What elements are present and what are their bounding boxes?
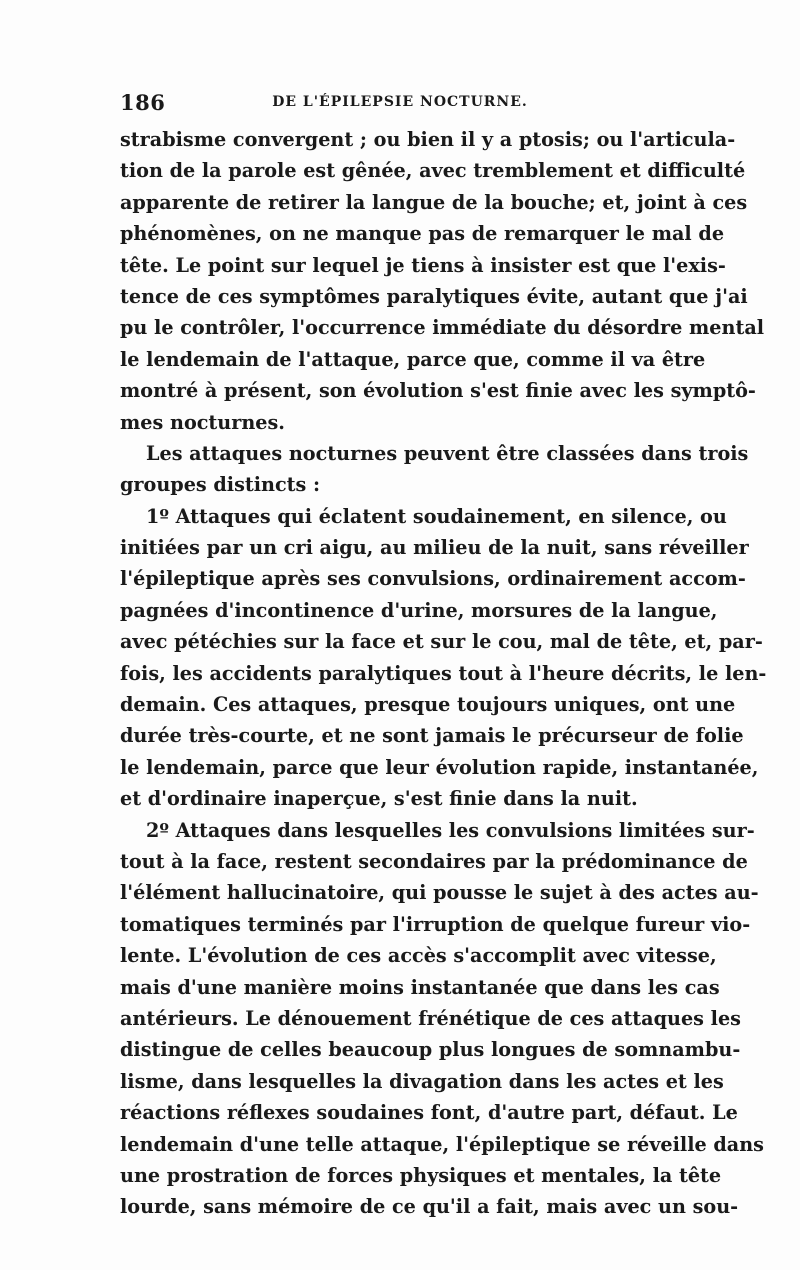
text-line: l'épileptique après ses convulsions, ordinairement accom- xyxy=(120,567,746,591)
paragraph-first-line: 2º Attaques dans lesquelles les convulsions limitées sur- xyxy=(146,818,755,842)
text-line: le lendemain de l'attaque, parce que, comme il va être xyxy=(120,347,706,371)
text-line: tout à la face, restent secondaires par la prédominance de xyxy=(120,849,748,873)
paragraph-first-line: Les attaques nocturnes peuvent être classées dans trois xyxy=(146,441,749,465)
text-line: lendemain d'une telle attaque, l'épileptique se réveille dans xyxy=(120,1132,764,1156)
text-line: apparente de retirer la langue de la bouche; et, joint à ces xyxy=(120,190,748,214)
text-line: tence de ces symptômes paralytiques évite, autant que j'ai xyxy=(120,284,748,308)
text-line: strabisme convergent ; ou bien il y a ptosis; ou l'articula- xyxy=(120,128,736,151)
text-line: demain. Ces attaques, presque toujours uniques, ont une xyxy=(120,693,736,717)
text-line: durée très-courte, et ne sont jamais le précurseur de folie xyxy=(120,724,744,748)
text-line: et d'ordinaire inaperçue, s'est finie dans la nuit. xyxy=(120,787,638,811)
text-line: tomatiques terminés par l'irruption de quelque fureur vio- xyxy=(120,912,751,936)
text-line: réactions réflexes soudaines font, d'autre part, défaut. Le xyxy=(120,1101,738,1125)
text-line: phénomènes, on ne manque pas de remarquer le mal de xyxy=(120,222,725,246)
running-head xyxy=(120,90,680,120)
text-line: groupes distincts : xyxy=(120,473,321,497)
text-line: initiées par un cri aigu, au milieu de la nuit, sans réveiller xyxy=(120,536,749,560)
page-number: 186 xyxy=(120,90,166,115)
text-line: lourde, sans mémoire de ce qu'il a fait, mais avec un sou- xyxy=(120,1195,739,1219)
paragraph-first-line: 1º Attaques qui éclatent soudainement, en silence, ou xyxy=(146,504,727,528)
text-line: fois, les accidents paralytiques tout à l'heure décrits, le len- xyxy=(120,661,767,685)
text-line: le lendemain, parce que leur évolution rapide, instantanée, xyxy=(120,755,759,779)
text-line: tête. Le point sur lequel je tiens à insister est que l'exis- xyxy=(120,253,726,277)
text-line: pu le contrôler, l'occurrence immédiate du désordre mental xyxy=(120,316,765,340)
running-title: DE L'ÉPILEPSIE NOCTURNE. xyxy=(272,94,528,110)
text-line: distingue de celles beaucoup plus longues de somnambu- xyxy=(120,1038,741,1062)
text-line: mais d'une manière moins instantanée que dans les cas xyxy=(120,975,720,999)
text-line: l'élément hallucinatoire, qui pousse le sujet à des actes au- xyxy=(120,881,759,905)
text-line: une prostration de forces physiques et mentales, la tête xyxy=(120,1163,722,1187)
text-line: mes nocturnes. xyxy=(120,410,285,434)
text-line: montré à présent, son évolution s'est finie avec les symptô- xyxy=(120,379,756,403)
text-line: lisme, dans lesquelles la divagation dans les actes et les xyxy=(120,1069,724,1093)
text-line: antérieurs. Le dénouement frénétique de ces attaques les xyxy=(120,1006,741,1030)
text-line: avec pétéchies sur la face et sur le cou, mal de tête, et, par- xyxy=(120,630,763,654)
text-line: tion de la parole est gênée, avec tremblement et difficulté xyxy=(120,159,746,183)
text-line: lente. L'évolution de ces accès s'accomplit avec vitesse, xyxy=(120,944,717,968)
body-text xyxy=(120,124,767,1223)
text-line: pagnées d'incontinence d'urine, morsures de la langue, xyxy=(120,598,718,622)
